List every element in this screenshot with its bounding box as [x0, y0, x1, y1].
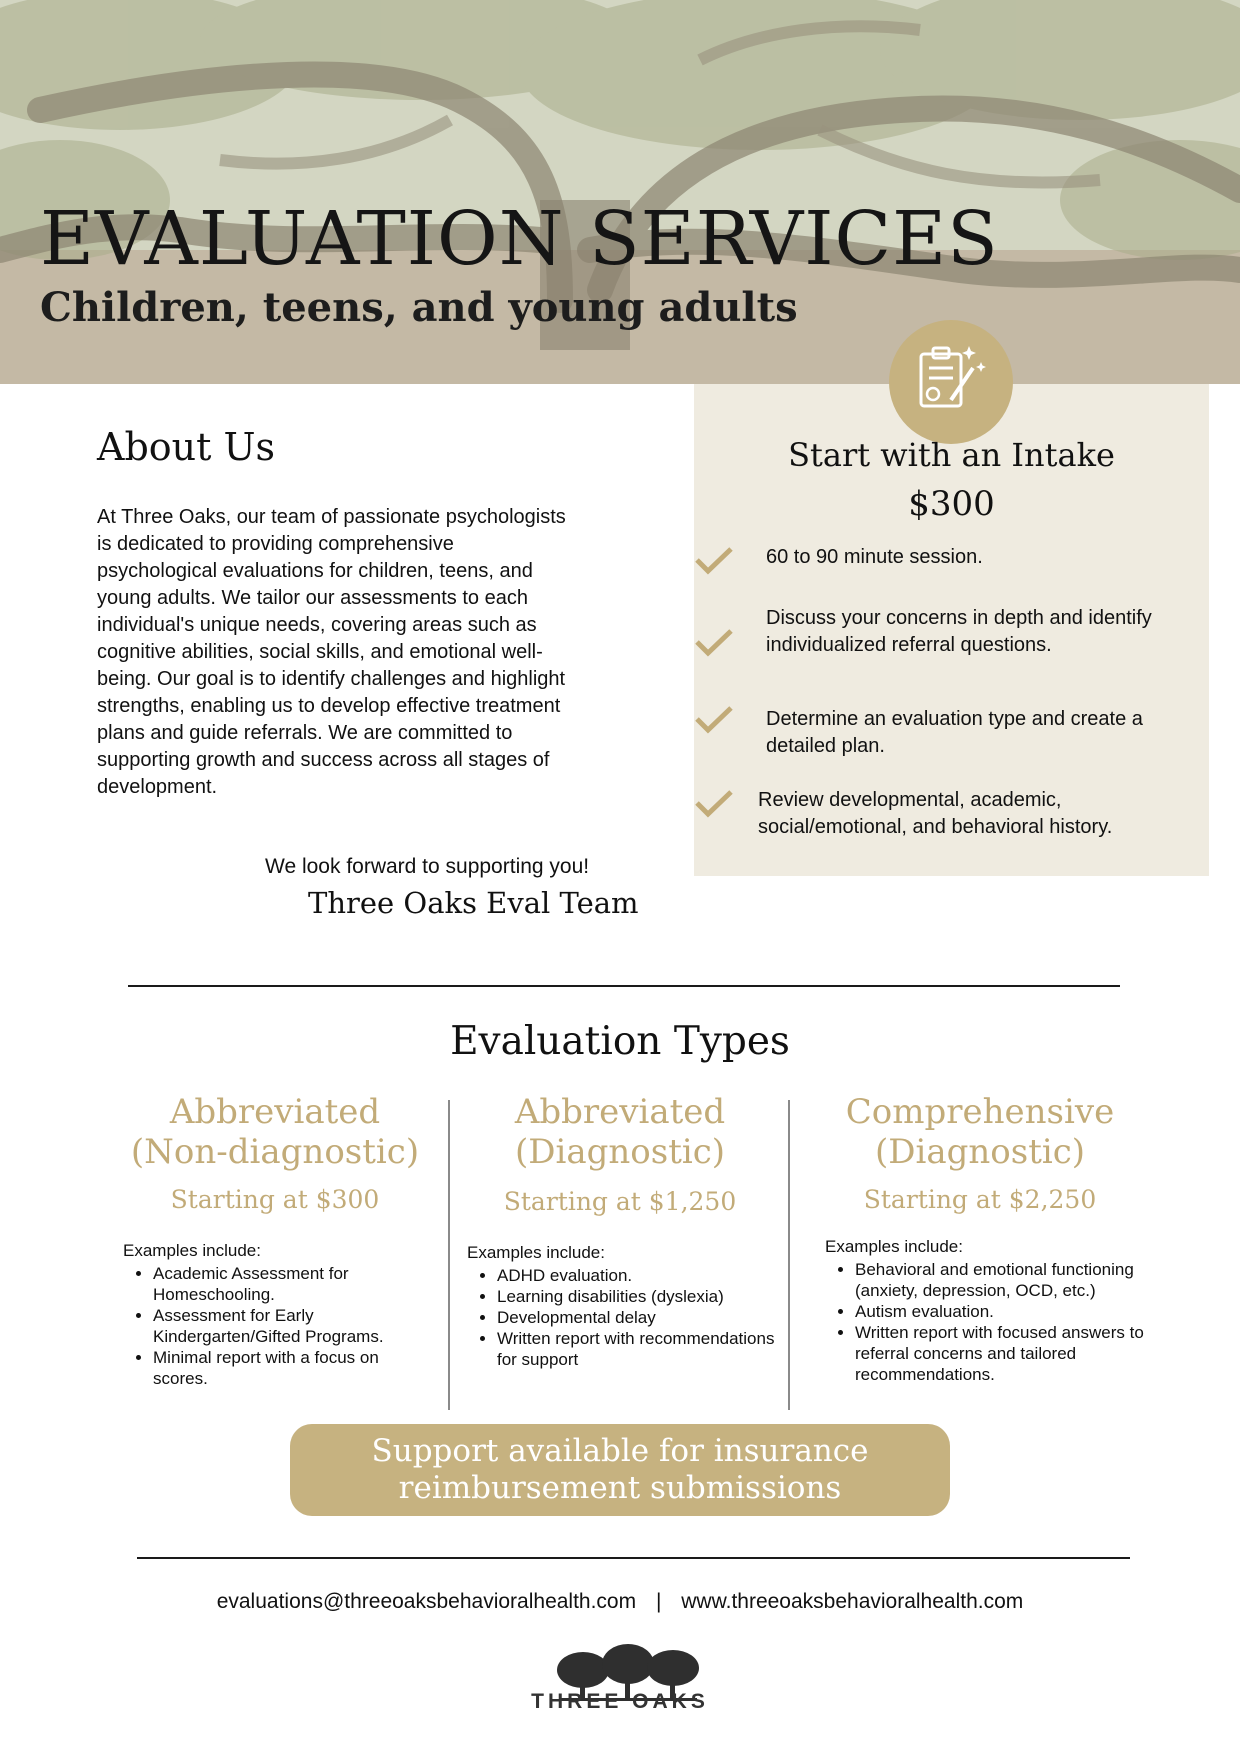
examples-label: Examples include: — [467, 1243, 605, 1262]
eval-type-examples — [467, 1242, 777, 1370]
list-item: • Written report with focused answers to referral concerns and tailored recommendations. — [855, 1322, 1165, 1385]
eval-type-title-line: (Diagnostic) — [514, 1132, 726, 1172]
eval-type-title-line: Abbreviated — [169, 1092, 381, 1132]
examples-list — [123, 1263, 423, 1389]
clipboard-checklist-icon — [911, 340, 991, 424]
eval-type-price: Starting at $2,250 — [863, 1185, 1097, 1214]
eval-type-title-line: Abbreviated — [514, 1092, 726, 1132]
contact-separator: | — [655, 1590, 662, 1613]
page-subtitle: Children, teens, and young adults — [40, 284, 798, 331]
list-item: • Minimal report with a focus on scores. — [153, 1347, 423, 1389]
eval-type-title — [110, 1092, 440, 1172]
list-item: • ADHD evaluation. — [497, 1265, 777, 1286]
insurance-banner-line: reimbursement submissions — [398, 1470, 842, 1506]
eval-type-title — [810, 1092, 1150, 1172]
team-signature: Three Oaks Eval Team — [308, 886, 639, 920]
insurance-banner — [290, 1424, 950, 1516]
list-item: • Behavioral and emotional functioning (anxiety, depression, OCD, etc.) — [855, 1259, 1165, 1301]
page-title: EVALUATION SERVICES — [40, 196, 999, 282]
intake-badge — [889, 320, 1013, 444]
examples-label: Examples include: — [825, 1237, 963, 1256]
about-heading: About Us — [97, 425, 275, 469]
list-item: • Developmental delay — [497, 1307, 777, 1328]
closing-text: We look forward to supporting you! — [265, 855, 590, 878]
checkmark-icon — [694, 545, 734, 575]
list-item: • Academic Assessment for Homeschooling. — [153, 1263, 423, 1305]
intake-heading: Start with an Intake — [788, 436, 1115, 474]
column-divider — [448, 1100, 450, 1410]
evaluation-types-heading: Evaluation Types — [450, 1019, 790, 1064]
eval-type-title-line: (Non-diagnostic) — [130, 1132, 420, 1172]
eval-type-price: Starting at $300 — [170, 1185, 380, 1214]
column-divider — [788, 1100, 790, 1410]
insurance-banner-line: Support available for insurance — [371, 1433, 869, 1469]
examples-list — [467, 1265, 777, 1370]
examples-list — [825, 1259, 1165, 1385]
eval-type-examples — [123, 1240, 423, 1389]
intake-item: Discuss your concerns in depth and identify individualized referral questions. — [766, 607, 1152, 656]
eval-type-examples — [825, 1236, 1165, 1385]
logo-text: THREE OAKS — [531, 1690, 709, 1713]
eval-type-title — [455, 1092, 785, 1172]
checkmark-icon — [694, 704, 734, 734]
intake-item: Determine an evaluation type and create a detailed plan. — [766, 708, 1143, 757]
hero-banner — [0, 0, 1240, 384]
intake-item: 60 to 90 minute session. — [766, 546, 983, 568]
eval-type-price: Starting at $1,250 — [503, 1187, 737, 1216]
divider — [128, 985, 1120, 987]
contact-line — [0, 1590, 1240, 1614]
intake-price: $300 — [908, 484, 995, 524]
list-item: • Autism evaluation. — [855, 1301, 1165, 1322]
examples-label: Examples include: — [123, 1241, 261, 1260]
email-link[interactable]: evaluations@threeoaksbehavioralhealth.com — [216, 1590, 637, 1613]
about-body: At Three Oaks, our team of passionate psychologists is dedicated to providing comprehensive psychological evaluations for children, teens, and young adults. We tailor our assessments to each individual's unique needs, covering areas such as cognitive abilities, social skills, and emotional well-being. Our goal is to identify challenges and highlight strengths, enabling us to develop effective treatment plans and guide referrals. We are committed to supporting growth and success across all stages of development. — [97, 506, 566, 798]
intake-item: Review developmental, academic, social/emotional, and behavioral history. — [758, 789, 1113, 838]
checkmark-icon — [694, 627, 734, 657]
eval-type-title-line: Comprehensive — [845, 1092, 1115, 1132]
website-link[interactable]: www.threeoaksbehavioralhealth.com — [681, 1590, 1024, 1613]
checkmark-icon — [694, 788, 734, 818]
list-item: • Learning disabilities (dyslexia) — [497, 1286, 777, 1307]
eval-type-title-line: (Diagnostic) — [874, 1132, 1086, 1172]
list-item: • Written report with recommendations for support — [497, 1328, 777, 1370]
list-item: • Assessment for Early Kindergarten/Gifted Programs. — [153, 1305, 423, 1347]
divider — [137, 1557, 1130, 1559]
